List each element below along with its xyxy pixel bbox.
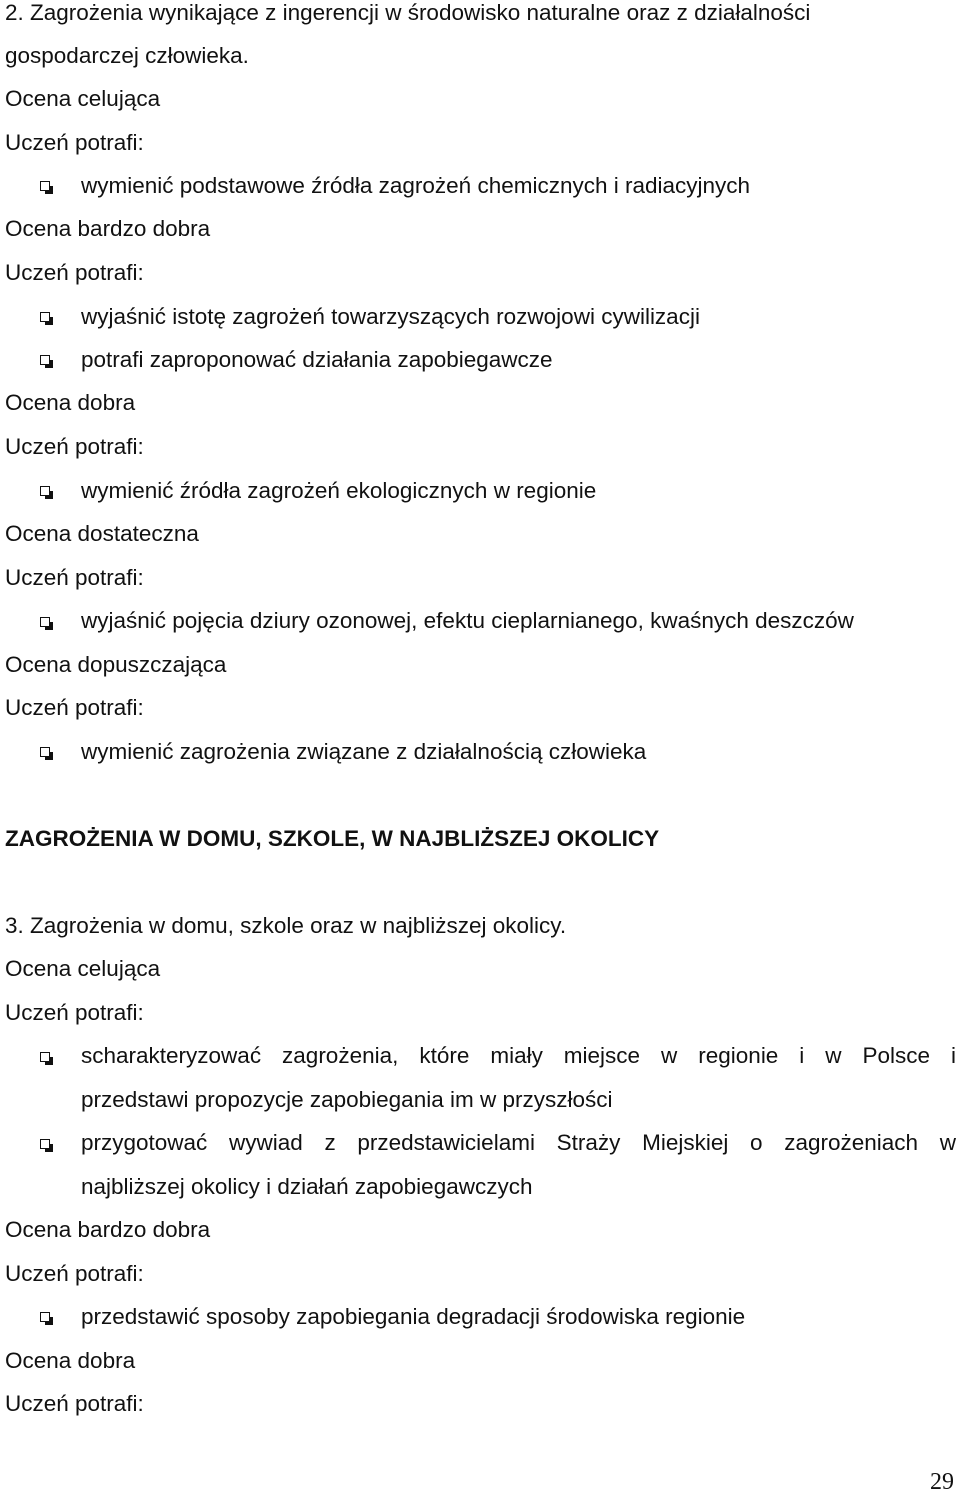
list-item-continued: przedstawi propozycje zapobiegania im w przyszłości [81,1087,613,1112]
checkbox-bullet-icon [40,1312,50,1322]
checkbox-bullet-icon [40,617,50,627]
student-label: Uczeń potrafi: [5,695,144,720]
grade-label: Ocena dobra [5,1348,136,1373]
checkbox-bullet-icon [40,355,50,365]
list-item: wymienić źródła zagrożeń ekologicznych w regionie [81,478,597,503]
list-item: potrafi zaproponować działania zapobiegawcze [81,347,553,372]
section-title: 2. Zagrożenia wynikające z ingerencji w środowisko naturalne oraz z działalności [5,0,811,25]
checkbox-bullet-icon [40,312,50,322]
grade-label: Ocena dobra [5,390,136,415]
checkbox-bullet-icon [40,1139,50,1149]
grade-label: Ocena bardzo dobra [5,216,211,241]
list-item: wymienić podstawowe źródła zagrożeń chemicznych i radiacyjnych [81,173,751,198]
student-label: Uczeń potrafi: [5,434,144,459]
list-item: wyjaśnić pojęcia dziury ozonowej, efektu cieplarnianego, kwaśnych deszczów [81,608,854,633]
checkbox-bullet-icon [40,486,50,496]
student-label: Uczeń potrafi: [5,1391,144,1416]
student-label: Uczeń potrafi: [5,260,144,285]
list-item-continued: najbliższej okolicy i działań zapobiegawczych [81,1174,533,1199]
student-label: Uczeń potrafi: [5,1000,144,1025]
checkbox-bullet-icon [40,181,50,191]
list-item: przygotować wywiad z przedstawicielami Straży Miejskiej o zagrożeniach w [81,1130,956,1155]
checkbox-bullet-icon [40,1052,50,1062]
list-item: wyjaśnić istotę zagrożeń towarzyszących rozwojowi cywilizacji [81,304,700,329]
checkbox-bullet-icon [40,747,50,757]
grade-label: Ocena bardzo dobra [5,1217,211,1242]
student-label: Uczeń potrafi: [5,130,144,155]
grade-label: Ocena celująca [5,956,161,981]
grade-label: Ocena dopuszczająca [5,652,227,677]
grade-label: Ocena celująca [5,86,161,111]
student-label: Uczeń potrafi: [5,565,144,590]
list-item: przedstawić sposoby zapobiegania degradacji środowiska regionie [81,1304,746,1329]
list-item: wymienić zagrożenia związane z działalnością człowieka [81,739,647,764]
section-heading: ZAGROŻENIA W DOMU, SZKOLE, W NAJBLIŻSZEJ OKOLICY [5,826,660,851]
section-title-continued: gospodarczej człowieka. [5,43,249,68]
student-label: Uczeń potrafi: [5,1261,144,1286]
section-title: 3. Zagrożenia w domu, szkole oraz w najbliższej okolicy. [5,913,567,938]
list-item: scharakteryzować zagrożenia, które miały miejsce w regionie i w Polsce i [81,1043,956,1068]
page-number: 29 [930,1469,954,1495]
grade-label: Ocena dostateczna [5,521,199,546]
